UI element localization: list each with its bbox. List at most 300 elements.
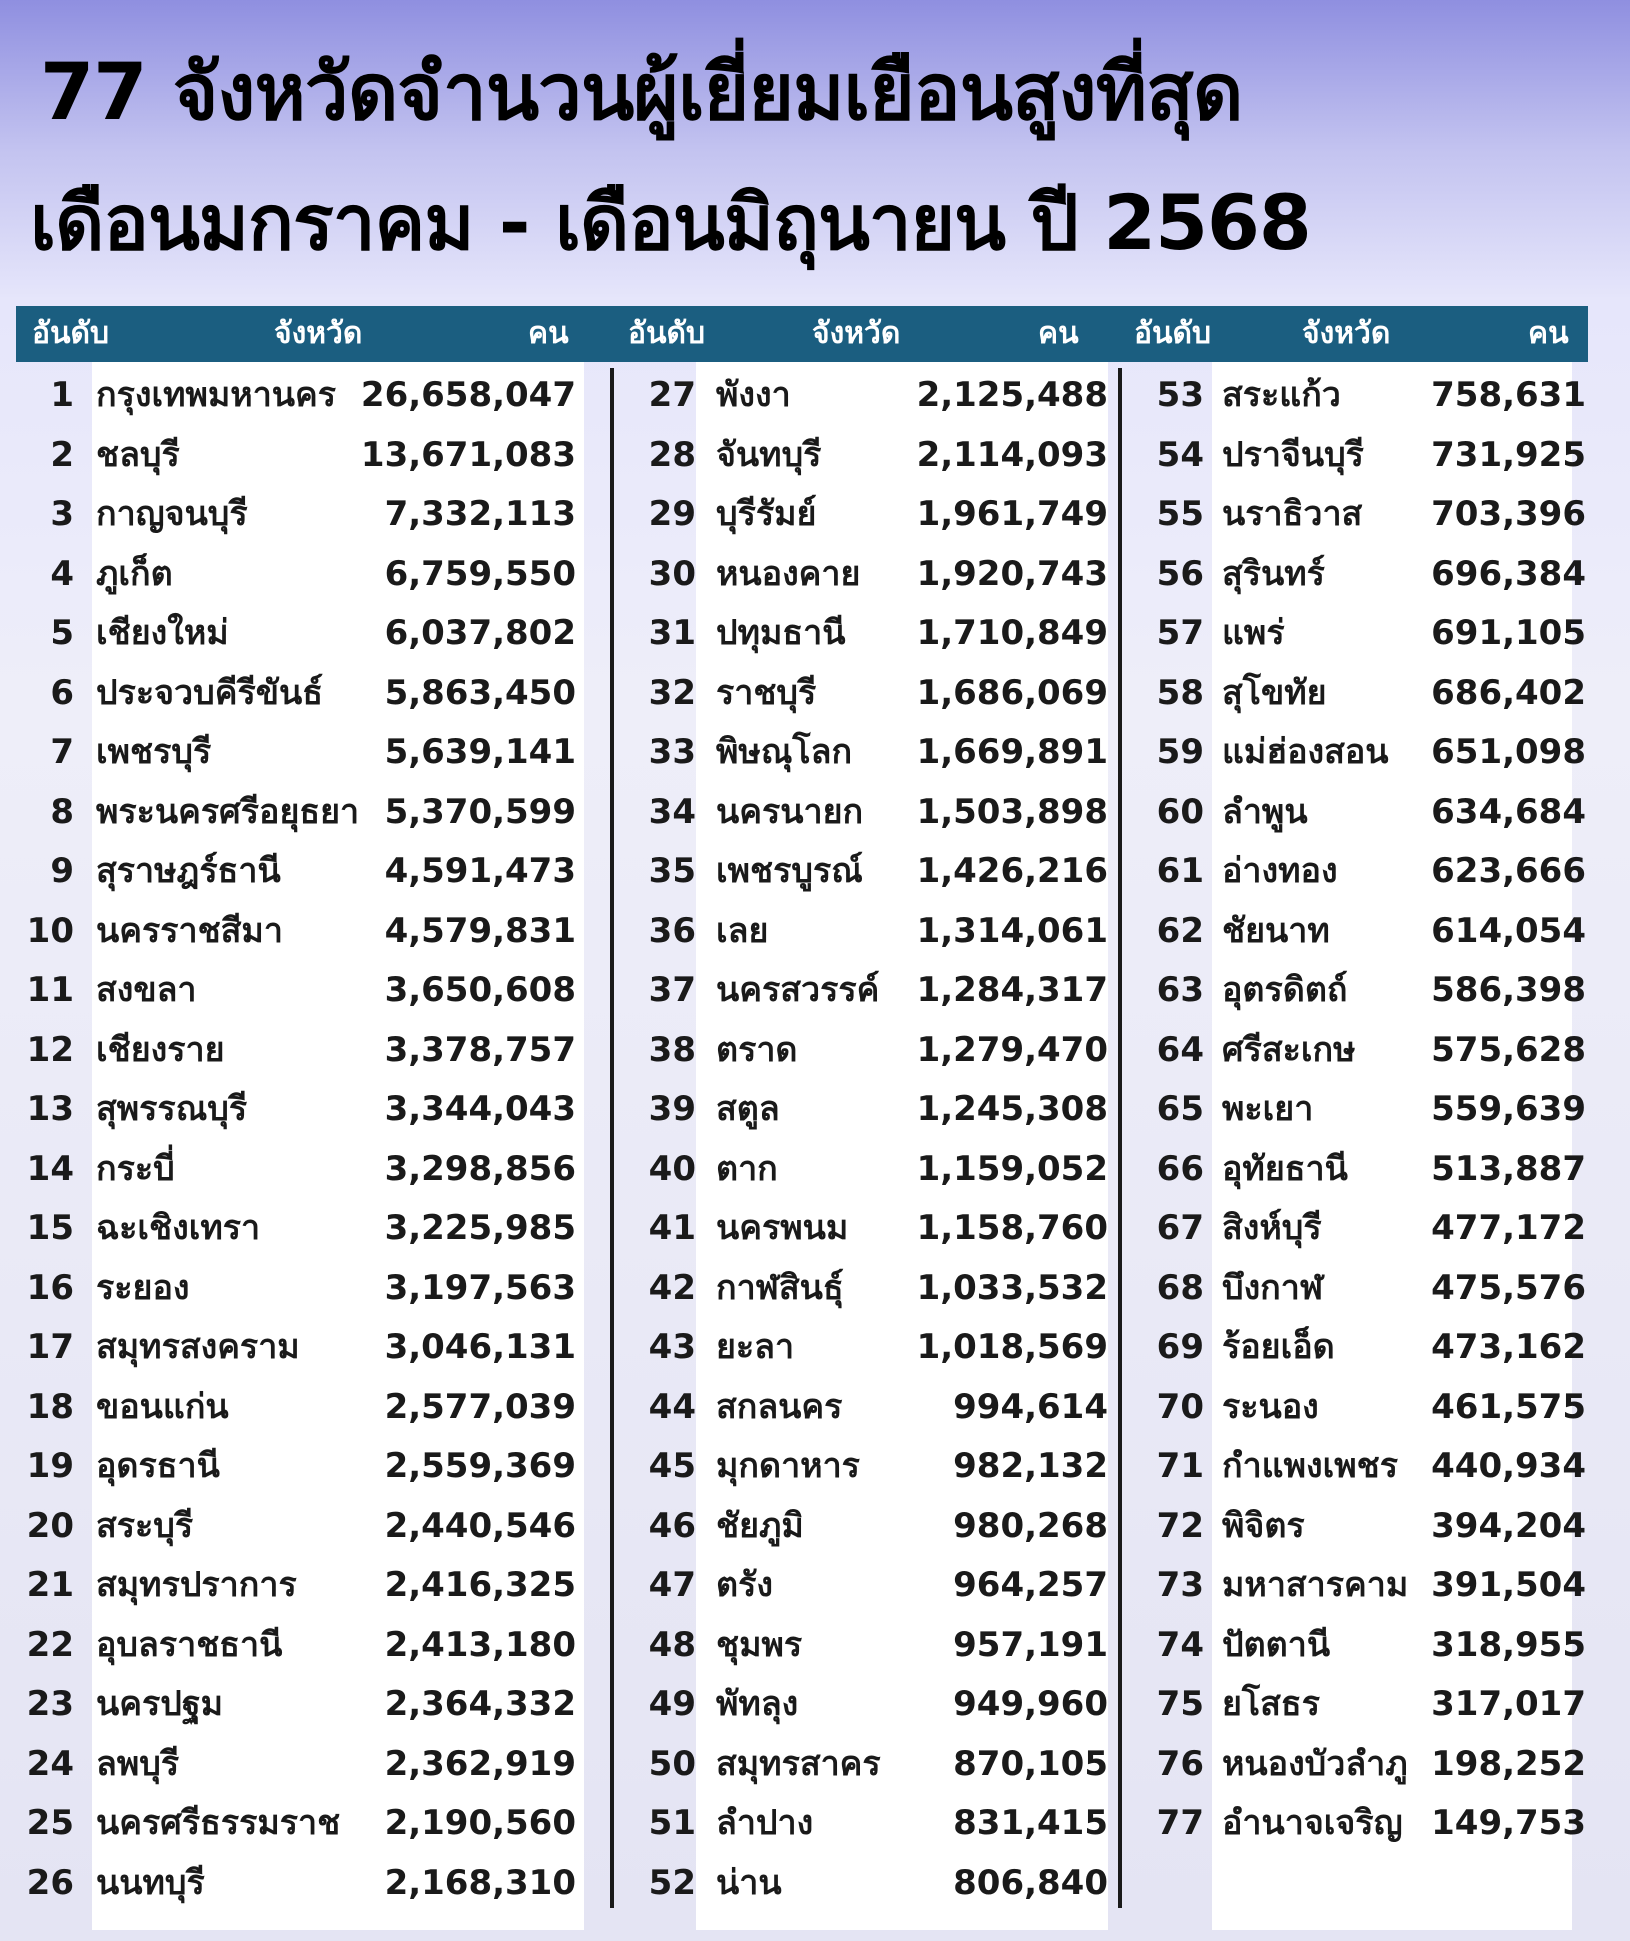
table-row [16,1556,596,1616]
province-cell: สุโขทัย [1222,672,1327,713]
visitors-cell: 2,416,325 [384,1565,576,1605]
province-cell: อุดรธานี [96,1446,220,1486]
visitors-cell: 1,018,569 [916,1327,1108,1367]
table-row [16,545,596,605]
header-province: จังหวัด [274,316,363,351]
province-cell: ตรัง [716,1565,773,1605]
visitors-cell: 1,033,532 [916,1267,1108,1308]
ranking-column-2 [616,362,1116,1930]
table-row [16,1199,596,1259]
visitors-cell: 1,710,849 [916,613,1108,653]
table-row [16,1080,596,1140]
table-row [16,783,596,843]
visitors-cell: 461,575 [1431,1386,1586,1427]
table-row [1126,1794,1588,1854]
visitors-cell: 831,415 [953,1803,1108,1843]
province-cell: ลำปาง [716,1803,814,1843]
rank-cell: 41 [648,1208,696,1248]
rank-cell: 4 [50,553,74,594]
rank-cell: 54 [1156,434,1204,475]
table-row [616,664,1116,724]
province-cell: อุทัยธานี [1222,1148,1348,1189]
rank-cell: 1 [50,375,74,415]
visitors-cell: 2,559,369 [384,1446,576,1486]
table-row [16,1735,596,1795]
table-row [1126,485,1588,545]
province-cell: เชียงใหม่ [96,613,229,653]
province-cell: ลำพูน [1222,791,1308,832]
table-row [16,664,596,724]
visitors-cell: 318,955 [1431,1624,1586,1665]
rank-cell: 72 [1156,1505,1204,1546]
header-rank: อันดับ [32,316,110,351]
visitors-cell: 2,364,332 [384,1684,576,1724]
rank-cell: 63 [1156,970,1204,1010]
page-title: 77 จังหวัดจำนวนผู้เยี่ยมเยือนสูงที่สุด [40,48,1243,138]
visitors-cell: 806,840 [953,1862,1108,1903]
province-cell: นครพนม [716,1208,849,1248]
rank-cell: 57 [1156,613,1204,653]
table-row [16,485,596,545]
table-row [1126,1735,1588,1795]
table-row [616,1675,1116,1735]
table-row [16,366,596,426]
visitors-cell: 5,370,599 [384,791,576,832]
rank-cell: 10 [26,910,74,951]
rank-cell: 24 [26,1743,74,1784]
province-cell: บุรีรัมย์ [716,494,817,534]
province-cell: แม่ฮ่องสอน [1222,732,1389,772]
rank-cell: 22 [26,1624,74,1665]
province-cell: น่าน [716,1862,782,1903]
province-cell: เพชรบูรณ์ [716,851,863,891]
table-row [16,426,596,486]
table-row [1126,1616,1588,1676]
visitors-cell: 3,650,608 [384,970,576,1010]
rank-cell: 11 [26,970,74,1010]
province-cell: สงขลา [96,970,197,1010]
rank-cell: 5 [50,613,74,653]
rank-cell: 34 [648,791,696,832]
province-cell: มหาสารคาม [1222,1565,1409,1605]
visitors-cell: 198,252 [1431,1743,1586,1784]
province-cell: พังงา [716,375,791,415]
rank-cell: 18 [26,1386,74,1427]
rank-cell: 73 [1156,1565,1204,1605]
header-province: จังหวัด [1302,316,1391,351]
province-cell: หนองบัวลำภู [1222,1743,1408,1784]
header-rank: อันดับ [1134,316,1212,351]
visitors-cell: 5,639,141 [384,732,576,772]
province-cell: ศรีสะเกษ [1222,1029,1356,1070]
province-cell: ขอนแก่น [96,1386,229,1427]
visitors-cell: 1,669,891 [916,732,1108,772]
page-subtitle: เดือนมกราคม - เดือนมิถุนายน ปี 2568 [30,178,1311,267]
province-cell: ยโสธร [1222,1684,1320,1724]
province-cell: นครศรีธรรมราช [96,1803,341,1843]
province-cell: สมุทรสาคร [716,1743,881,1784]
header-province: จังหวัด [812,316,901,351]
header-people: คน [528,316,569,351]
table-row [616,1318,1116,1378]
visitors-cell: 2,362,919 [384,1743,576,1784]
visitors-cell: 2,440,546 [384,1505,576,1546]
visitors-cell: 3,378,757 [384,1029,576,1070]
table-row [16,1021,596,1081]
province-cell: พิษณุโลก [716,732,853,772]
visitors-cell: 5,863,450 [384,672,576,713]
province-cell: ตราด [716,1029,798,1070]
visitors-cell: 3,298,856 [384,1148,576,1189]
rank-cell: 52 [648,1862,696,1903]
visitors-cell: 1,159,052 [916,1148,1108,1189]
province-cell: บึงกาฬ [1222,1267,1324,1308]
visitors-cell: 2,114,093 [916,434,1108,475]
province-cell: นครนายก [716,791,864,832]
table-row [1126,1021,1588,1081]
table-row [616,1854,1116,1914]
province-cell: สระแก้ว [1222,375,1341,415]
province-cell: มุกดาหาร [716,1446,860,1486]
table-row [16,842,596,902]
table-row [1126,604,1588,664]
rank-cell: 42 [648,1267,696,1308]
rank-cell: 67 [1156,1208,1204,1248]
table-row [16,1497,596,1557]
visitors-cell: 3,225,985 [384,1208,576,1248]
visitors-cell: 758,631 [1431,375,1586,415]
table-row [16,1318,596,1378]
rank-cell: 40 [648,1148,696,1189]
rank-cell: 19 [26,1446,74,1486]
visitors-cell: 7,332,113 [384,494,576,534]
visitors-cell: 691,105 [1431,613,1586,653]
province-cell: เลย [716,910,769,951]
table-row [616,426,1116,486]
province-cell: สิงห์บุรี [1222,1208,1322,1248]
visitors-cell: 4,579,831 [384,910,576,951]
province-cell: กระบี่ [96,1148,175,1189]
table-row [616,1556,1116,1616]
visitors-cell: 731,925 [1431,434,1586,475]
table-row [616,1794,1116,1854]
rank-cell: 21 [26,1565,74,1605]
rank-cell: 26 [26,1862,74,1903]
visitors-cell: 13,671,083 [360,434,576,475]
visitors-cell: 957,191 [953,1624,1108,1665]
province-cell: ภูเก็ต [96,553,173,594]
visitors-cell: 1,314,061 [916,910,1108,951]
rank-cell: 12 [26,1029,74,1070]
table-row [616,1080,1116,1140]
table-row [1126,902,1588,962]
rank-cell: 70 [1156,1386,1204,1427]
province-cell: ชลบุรี [96,434,180,475]
visitors-cell: 6,759,550 [384,553,576,594]
province-cell: สุราษฎร์ธานี [96,851,281,891]
visitors-cell: 2,190,560 [384,1803,576,1843]
rank-cell: 31 [648,613,696,653]
table-row [1126,1497,1588,1557]
visitors-cell: 394,204 [1431,1505,1586,1546]
visitors-cell: 1,245,308 [916,1089,1108,1129]
province-cell: นครราชสีมา [96,910,283,951]
rank-cell: 36 [648,910,696,951]
province-cell: แพร่ [1222,613,1285,653]
province-cell: ฉะเชิงเทรา [96,1208,261,1248]
province-cell: กรุงเทพมหานคร [96,375,337,415]
table-row [1126,1140,1588,1200]
visitors-cell: 3,046,131 [384,1327,576,1367]
province-cell: ชัยภูมิ [716,1505,804,1546]
province-cell: พัทลุง [716,1684,799,1724]
table-row [16,1675,596,1735]
rank-cell: 27 [648,375,696,415]
visitors-cell: 513,887 [1431,1148,1586,1189]
visitors-cell: 651,098 [1431,732,1586,772]
visitors-cell: 6,037,802 [384,613,576,653]
province-cell: พระนครศรีอยุธยา [96,791,360,832]
table-row [616,1259,1116,1319]
table-row [16,1378,596,1438]
visitors-cell: 1,503,898 [916,791,1108,832]
table-row [1126,961,1588,1021]
province-cell: ร้อยเอ็ด [1222,1327,1335,1367]
province-cell: เพชรบุรี [96,732,212,772]
table-row [1126,723,1588,783]
province-cell: ระยอง [96,1267,190,1308]
table-row [1126,426,1588,486]
table-row [16,604,596,664]
visitors-cell: 317,017 [1431,1684,1586,1724]
table-header [16,306,1588,362]
table-row [16,902,596,962]
province-cell: ชัยนาท [1222,910,1330,951]
rank-cell: 74 [1156,1624,1204,1665]
visitors-cell: 3,197,563 [384,1267,576,1308]
table-row [616,1378,1116,1438]
province-cell: อุบลราชธานี [96,1624,283,1665]
province-cell: จันทบุรี [716,434,822,475]
header-people: คน [1038,316,1079,351]
rank-cell: 48 [648,1624,696,1665]
province-cell: อ่างทอง [1222,851,1338,891]
visitors-cell: 586,398 [1431,970,1586,1010]
rank-cell: 77 [1156,1803,1204,1843]
table-row [616,1021,1116,1081]
rank-cell: 44 [648,1386,696,1427]
province-cell: สมุทรปราการ [96,1565,297,1605]
rank-cell: 29 [648,494,696,534]
visitors-cell: 4,591,473 [384,851,576,891]
visitors-cell: 1,686,069 [916,672,1108,713]
province-cell: ชุมพร [716,1624,803,1665]
column-divider [610,368,614,1908]
visitors-cell: 2,413,180 [384,1624,576,1665]
table-row [616,1616,1116,1676]
province-cell: สระบุรี [96,1505,194,1546]
table-row [616,485,1116,545]
province-cell: ตาก [716,1148,778,1189]
rank-cell: 58 [1156,672,1204,713]
table-row [1126,1556,1588,1616]
visitors-cell: 2,168,310 [384,1862,576,1903]
visitors-cell: 475,576 [1431,1267,1586,1308]
rank-cell: 38 [648,1029,696,1070]
table-row [1126,1199,1588,1259]
visitors-cell: 473,162 [1431,1327,1586,1367]
province-cell: นนทบุรี [96,1862,205,1903]
visitors-cell: 634,684 [1431,791,1586,832]
rank-cell: 68 [1156,1267,1204,1308]
province-cell: พิจิตร [1222,1505,1305,1546]
table-row [616,1437,1116,1497]
table-row [616,1497,1116,1557]
province-cell: ระนอง [1222,1386,1319,1427]
table-row [1126,545,1588,605]
table-row [16,723,596,783]
table-row [616,1735,1116,1795]
province-cell: นครสวรรค์ [716,970,880,1010]
province-cell: สมุทรสงคราม [96,1327,300,1367]
visitors-cell: 964,257 [953,1565,1108,1605]
province-cell: หนองคาย [716,553,861,594]
province-cell: สุพรรณบุรี [96,1089,248,1129]
rank-cell: 45 [648,1446,696,1486]
visitors-cell: 696,384 [1431,553,1586,594]
table-row [1126,1437,1588,1497]
rank-cell: 47 [648,1565,696,1605]
visitors-cell: 559,639 [1431,1089,1586,1129]
rank-cell: 2 [50,434,74,475]
rank-cell: 55 [1156,494,1204,534]
province-cell: ปราจีนบุรี [1222,434,1364,475]
province-cell: ราชบุรี [716,672,817,713]
rank-cell: 46 [648,1505,696,1546]
rank-cell: 43 [648,1327,696,1367]
rank-cell: 30 [648,553,696,594]
province-cell: อุตรดิตถ์ [1222,970,1348,1010]
visitors-cell: 623,666 [1431,851,1586,891]
table-row [616,1140,1116,1200]
visitors-cell: 26,658,047 [360,375,576,415]
rank-cell: 51 [648,1803,696,1843]
rank-cell: 15 [26,1208,74,1248]
rank-cell: 69 [1156,1327,1204,1367]
table-row [16,1616,596,1676]
visitors-cell: 870,105 [953,1743,1108,1784]
rank-cell: 17 [26,1327,74,1367]
table-row [1126,1259,1588,1319]
rank-cell: 59 [1156,732,1204,772]
table-row [16,961,596,1021]
visitors-cell: 1,426,216 [916,851,1108,891]
table-row [616,723,1116,783]
province-cell: ประจวบคีรีขันธ์ [96,672,323,713]
province-cell: ปัตตานี [1222,1624,1331,1665]
rank-cell: 53 [1156,375,1204,415]
province-cell: พะเยา [1222,1089,1314,1129]
visitors-cell: 686,402 [1431,672,1586,713]
province-cell: นครปฐม [96,1684,224,1724]
visitors-cell: 614,054 [1431,910,1586,951]
table-row [616,545,1116,605]
rank-cell: 65 [1156,1089,1204,1129]
visitors-cell: 1,158,760 [916,1208,1108,1248]
table-row [1126,366,1588,426]
visitors-cell: 994,614 [953,1386,1108,1427]
visitors-cell: 982,132 [953,1446,1108,1486]
table-row [16,1794,596,1854]
rank-cell: 66 [1156,1148,1204,1189]
province-cell: กาญจนบุรี [96,494,248,534]
rank-cell: 20 [26,1505,74,1546]
rank-cell: 49 [648,1684,696,1724]
visitors-cell: 391,504 [1431,1565,1586,1605]
rank-cell: 76 [1156,1743,1204,1784]
table-row [616,366,1116,426]
rank-cell: 13 [26,1089,74,1129]
rank-cell: 35 [648,851,696,891]
rank-cell: 3 [50,494,74,534]
rank-cell: 56 [1156,553,1204,594]
rank-cell: 64 [1156,1029,1204,1070]
rank-cell: 9 [50,851,74,891]
table-row [1126,1080,1588,1140]
table-row [1126,1378,1588,1438]
province-cell: อำนาจเจริญ [1222,1803,1403,1843]
province-cell: สตูล [716,1089,780,1129]
table-row [1126,783,1588,843]
table-row [1126,1318,1588,1378]
visitors-cell: 949,960 [953,1684,1108,1724]
table-row [16,1854,596,1914]
province-cell: กำแพงเพชร [1222,1446,1398,1486]
table-row [616,783,1116,843]
rank-cell: 25 [26,1803,74,1843]
rank-cell: 71 [1156,1446,1204,1486]
visitors-cell: 980,268 [953,1505,1108,1546]
rank-cell: 37 [648,970,696,1010]
rank-cell: 14 [26,1148,74,1189]
visitors-cell: 575,628 [1431,1029,1586,1070]
visitors-cell: 1,284,317 [916,970,1108,1010]
rank-cell: 23 [26,1684,74,1724]
province-cell: กาฬสินธุ์ [716,1267,844,1308]
visitors-cell: 1,920,743 [916,553,1108,594]
rank-cell: 50 [648,1743,696,1784]
table-row [616,842,1116,902]
table-row [16,1140,596,1200]
province-cell: เชียงราย [96,1029,225,1070]
rank-cell: 62 [1156,910,1204,951]
visitors-cell: 440,934 [1431,1446,1586,1486]
province-cell: ปทุมธานี [716,613,846,653]
visitors-cell: 477,172 [1431,1208,1586,1248]
rank-cell: 8 [50,791,74,832]
province-cell: ลพบุรี [96,1743,180,1784]
table-row [16,1437,596,1497]
table-row [616,1199,1116,1259]
rank-cell: 7 [50,732,74,772]
column-divider [1118,368,1122,1908]
province-cell: ยะลา [716,1327,795,1367]
rank-cell: 16 [26,1267,74,1308]
ranking-column-1 [16,362,596,1930]
table-row [616,961,1116,1021]
province-cell: สกลนคร [716,1386,843,1427]
rank-cell: 28 [648,434,696,475]
